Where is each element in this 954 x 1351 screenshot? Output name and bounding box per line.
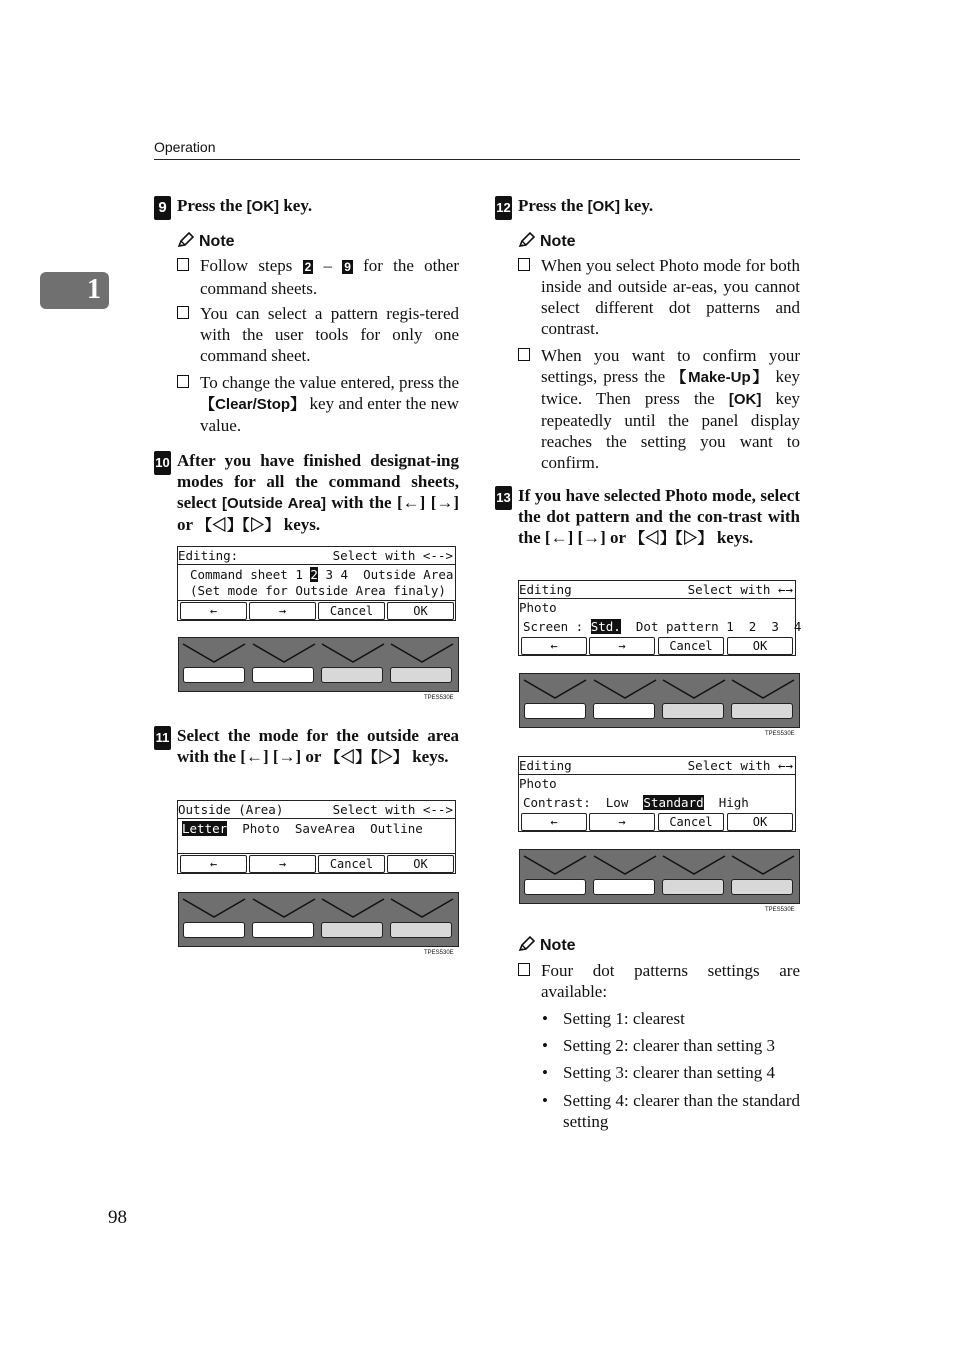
lcd-title: Editing [519,758,572,773]
note-heading: Note [177,232,235,251]
chapter-tab [40,272,109,309]
arrow-keys-graphic [179,638,458,691]
selection-keys-panel [178,637,459,692]
checkbox-bullet-icon [518,258,530,271]
lcd-left-button[interactable]: ← [521,637,587,655]
lcd-screen [518,756,796,832]
step-text: Press the [OK] key. [518,196,654,215]
page-number: 98 [108,1207,127,1228]
selection-key-4[interactable] [731,879,793,895]
running-header: Operation [154,139,216,155]
lcd-divider [178,853,455,854]
selected-option[interactable]: Letter [182,821,228,836]
lcd-right-button[interactable]: → [589,637,655,655]
note-item: To change the value entered, press the 【Clear/Stop】 key and enter the new value. [200,372,459,436]
note-heading: Note [518,936,576,955]
pencil-icon [177,232,194,248]
selected-option[interactable]: Standard [643,795,704,810]
lcd-right-button[interactable]: → [249,602,316,620]
chapter-number: 1 [87,274,101,305]
lcd-line: Letter Photo SaveArea Outline [182,821,423,836]
arrow-keys-graphic [179,893,458,946]
figure-code: TPES530E [424,695,454,701]
lcd-left-button[interactable]: ← [180,602,247,620]
lcd-subtitle: Photo [519,600,557,615]
lcd-screen [177,546,456,621]
lcd-cancel-button[interactable]: Cancel [318,855,385,873]
figure-code: TPES530E [765,907,795,913]
lcd-left-button[interactable]: ← [180,855,247,873]
note-item: When you want to confirm your settings, press the 【Make-Up】 key twice. Then press the [OK] key repeatedly until the panel display reaches the setting you want to confirm. [541,345,800,473]
lcd-left-button[interactable]: ← [521,813,587,831]
lcd-line: Contrast: Low Standard High [523,795,749,810]
selection-key-3[interactable] [662,703,724,719]
lcd-screen [177,800,456,874]
selection-key-2[interactable] [252,922,314,938]
selection-key-1[interactable] [524,703,586,719]
selection-key-3[interactable] [321,667,383,683]
lcd-right-button[interactable]: → [249,855,316,873]
lcd-divider [178,818,455,819]
note-item: When you select Photo mode for both inside and outside ar-eas, you cannot select different dot patterns and contrast. [541,255,800,339]
step-number: 9 [154,196,171,220]
list-item: • Setting 3: clearer than setting 4 [563,1062,803,1083]
pencil-icon [518,232,535,248]
step-number: 11 [154,726,171,750]
note-item: Follow steps 2 – 9 for the other command sheets. [200,255,459,299]
lcd-title: Editing [519,582,572,597]
lcd-ok-button[interactable]: OK [387,855,454,873]
lcd-ok-button[interactable]: OK [727,637,793,655]
lcd-line: (Set mode for Outside Area finaly) [190,583,446,598]
selection-key-2[interactable] [593,879,655,895]
lcd-line: Screen : Std. Dot pattern 1 2 3 4 [523,619,802,634]
note-item: Four dot patterns settings are available: [541,960,800,1002]
selection-key-3[interactable] [662,879,724,895]
figure-code: TPES530E [765,731,795,737]
selection-key-4[interactable] [731,703,793,719]
checkbox-bullet-icon [518,963,530,976]
pencil-icon [518,936,535,952]
lcd-divider [178,564,455,565]
lcd-hint: Select with ←→ [687,582,793,597]
step-number: 12 [495,196,512,220]
header-rule [154,159,800,160]
lcd-cancel-button[interactable]: Cancel [658,637,724,655]
step-text: Select the mode for the outside area with the [←] [→] or 【◁】【▷】 keys. [177,726,459,766]
arrow-keys-graphic [520,674,799,727]
selected-option[interactable]: Std. [590,619,621,634]
step-text: If you have selected Photo mode, select the dot pattern and the con-trast with the [←] [→] or 【◁】【▷】 keys. [518,486,800,547]
note-heading: Note [518,232,576,251]
checkbox-bullet-icon [177,375,189,388]
list-item: • Setting 4: clearer than the standard setting [563,1090,800,1132]
checkbox-bullet-icon [177,306,189,319]
selection-key-1[interactable] [524,879,586,895]
lcd-ok-button[interactable]: OK [727,813,793,831]
lcd-ok-button[interactable]: OK [387,602,454,620]
step-text: After you have finished designat-ing modes for all the command sheets, select [Outside Area] with the [←] [→] or 【◁】【▷】 keys. [177,451,460,534]
selection-keys-panel [519,849,800,904]
lcd-subtitle: Photo [519,776,557,791]
lcd-divider [519,774,795,775]
lcd-screen [518,580,802,656]
step-text: Press the [OK] key. [177,196,313,215]
lcd-hint: Select with <--> [332,802,453,817]
checkbox-bullet-icon [518,348,530,361]
figure-code: TPES530E [424,950,454,956]
note-item: You can select a pattern regis-tered with the user tools for only one command sheet. [200,303,459,366]
selection-keys-panel [519,673,800,728]
list-item: • Setting 2: clearer than setting 3 [563,1035,803,1056]
selection-keys-panel [178,892,459,947]
selection-key-1[interactable] [183,922,245,938]
lcd-divider [519,598,795,599]
list-item: • Setting 1: clearest [563,1008,800,1029]
lcd-cancel-button[interactable]: Cancel [318,602,385,620]
selection-key-4[interactable] [390,667,452,683]
step-number: 13 [495,486,512,510]
lcd-hint: Select with <--> [332,548,453,563]
selection-key-2[interactable] [593,703,655,719]
selection-key-4[interactable] [390,922,452,938]
lcd-cancel-button[interactable]: Cancel [658,813,724,831]
lcd-right-button[interactable]: → [589,813,655,831]
lcd-hint: Select with ←→ [687,758,793,773]
lcd-title: Editing: [178,548,239,563]
checkbox-bullet-icon [177,258,189,271]
selection-key-2[interactable] [252,667,314,683]
lcd-title: Outside (Area) [178,802,284,817]
step-number: 10 [154,451,171,475]
lcd-line: Command sheet 1 2 3 4 Outside Area [190,567,454,582]
selection-key-3[interactable] [321,922,383,938]
selection-key-1[interactable] [183,667,245,683]
arrow-keys-graphic [520,850,799,903]
lcd-divider [178,600,455,601]
